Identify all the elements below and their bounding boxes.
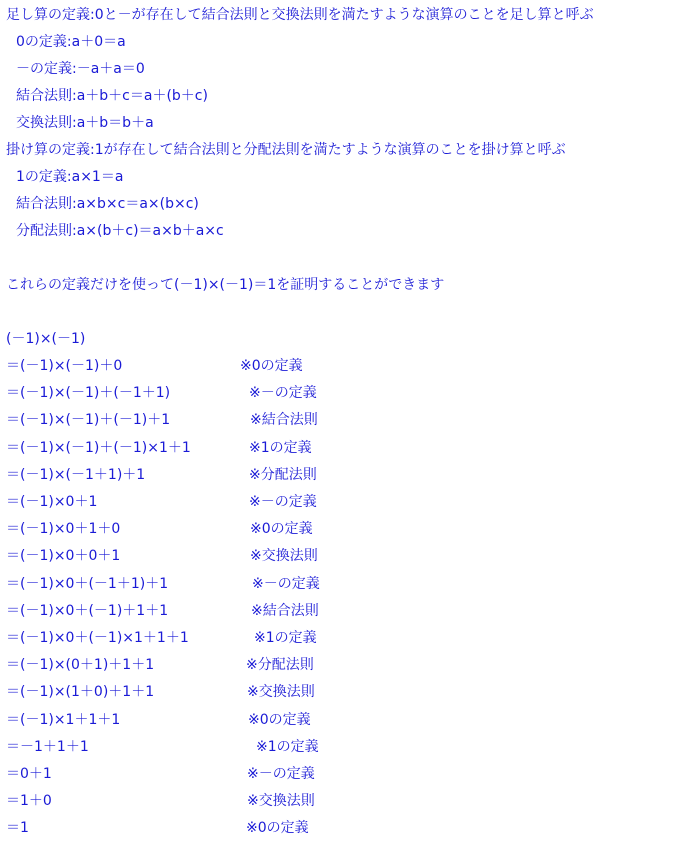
proof-step-reason: ※－の定義 xyxy=(249,494,317,510)
proof-step xyxy=(6,602,686,620)
proof-step-expression: ＝(－1)×0＋1 xyxy=(6,494,98,510)
proof-step xyxy=(6,575,686,593)
proof-step xyxy=(6,683,686,701)
proof-step xyxy=(6,547,686,565)
proof-step-expression: ＝(－1)×(－1)＋0 xyxy=(6,358,123,374)
proof-step-reason: ※－の定義 xyxy=(249,385,317,401)
multiplication-distributive-law: 分配法則:a×(b＋c)＝a×b＋a×c xyxy=(16,223,224,239)
proof-step-expression: ＝(－1)×0＋(－1)×1＋1＋1 xyxy=(6,630,189,646)
proof-step-reason: ※1の定義 xyxy=(254,630,317,646)
proof-step-expression: ＝(－1)×0＋(－1)＋1＋1 xyxy=(6,603,169,619)
addition-zero-definition: 0の定義:a＋0＝a xyxy=(16,34,126,50)
proof-step-reason: ※結合法則 xyxy=(251,603,319,619)
proof-step-expression: ＝1 xyxy=(6,820,29,836)
proof-step-reason: ※分配法則 xyxy=(249,467,317,483)
proof-step-reason: ※0の定義 xyxy=(240,358,303,374)
proof-step-reason: ※0の定義 xyxy=(248,712,311,728)
proof-step xyxy=(6,384,686,402)
proof-step-expression: ＝(－1)×0＋1＋0 xyxy=(6,521,121,537)
proof-step xyxy=(6,738,686,756)
proof-step xyxy=(6,819,686,837)
proof-statement: これらの定義だけを使って(－1)×(－1)＝1を証明することができます xyxy=(6,277,445,293)
proof-step-expression: ＝1＋0 xyxy=(6,793,52,809)
proof-step-expression: ＝(－1)×1＋1＋1 xyxy=(6,712,121,728)
proof-step xyxy=(6,792,686,810)
proof-step xyxy=(6,466,686,484)
proof-step-expression: ＝(－1)×0＋0＋1 xyxy=(6,548,121,564)
proof-step-expression: ＝(－1)×(0＋1)＋1＋1 xyxy=(6,657,155,673)
proof-step-reason: ※交換法則 xyxy=(247,793,315,809)
addition-definition-heading: 足し算の定義:0と－が存在して結合法則と交換法則を満たすような演算のことを足し算と呼ぶ xyxy=(6,7,594,23)
proof-step-expression: ＝(－1)×(－1)＋(－1)×1＋1 xyxy=(6,440,191,456)
proof-start-expression: (－1)×(－1) xyxy=(6,331,86,347)
proof-step-expression: ＝－1＋1＋1 xyxy=(6,739,89,755)
proof-step-reason: ※分配法則 xyxy=(246,657,314,673)
multiplication-associative-law: 結合法則:a×b×c＝a×(b×c) xyxy=(16,196,199,212)
proof-step xyxy=(6,629,686,647)
proof-step-expression: ＝(－1)×(－1)＋(－1＋1) xyxy=(6,385,171,401)
proof-step-reason: ※1の定義 xyxy=(256,739,319,755)
proof-step-reason: ※－の定義 xyxy=(247,766,315,782)
proof-step xyxy=(6,411,686,429)
proof-step-reason: ※0の定義 xyxy=(246,820,309,836)
addition-commutative-law: 交換法則:a＋b＝b＋a xyxy=(16,115,154,131)
proof-step-reason: ※交換法則 xyxy=(250,548,318,564)
proof-step xyxy=(6,765,686,783)
proof-step-reason: ※－の定義 xyxy=(252,576,320,592)
proof-step-reason: ※交換法則 xyxy=(247,684,315,700)
proof-step xyxy=(6,357,686,375)
proof-step-expression: ＝(－1)×(－1＋1)＋1 xyxy=(6,467,146,483)
proof-step-expression: ＝(－1)×(1＋0)＋1＋1 xyxy=(6,684,155,700)
addition-negation-definition: －の定義:－a＋a＝0 xyxy=(16,61,145,77)
proof-step-expression: ＝(－1)×0＋(－1＋1)＋1 xyxy=(6,576,169,592)
proof-step xyxy=(6,439,686,457)
multiplication-one-definition: 1の定義:a×1＝a xyxy=(16,169,124,185)
addition-associative-law: 結合法則:a＋b＋c＝a＋(b＋c) xyxy=(16,88,208,104)
multiplication-definition-heading: 掛け算の定義:1が存在して結合法則と分配法則を満たすような演算のことを掛け算と呼ぶ xyxy=(6,142,566,158)
proof-step xyxy=(6,711,686,729)
proof-step-reason: ※1の定義 xyxy=(249,440,312,456)
proof-step-expression: ＝0＋1 xyxy=(6,766,52,782)
proof-step-reason: ※結合法則 xyxy=(250,412,318,428)
proof-step xyxy=(6,493,686,511)
proof-step xyxy=(6,520,686,538)
proof-step-expression: ＝(－1)×(－1)＋(－1)＋1 xyxy=(6,412,171,428)
proof-step xyxy=(6,656,686,674)
proof-step-reason: ※0の定義 xyxy=(250,521,313,537)
